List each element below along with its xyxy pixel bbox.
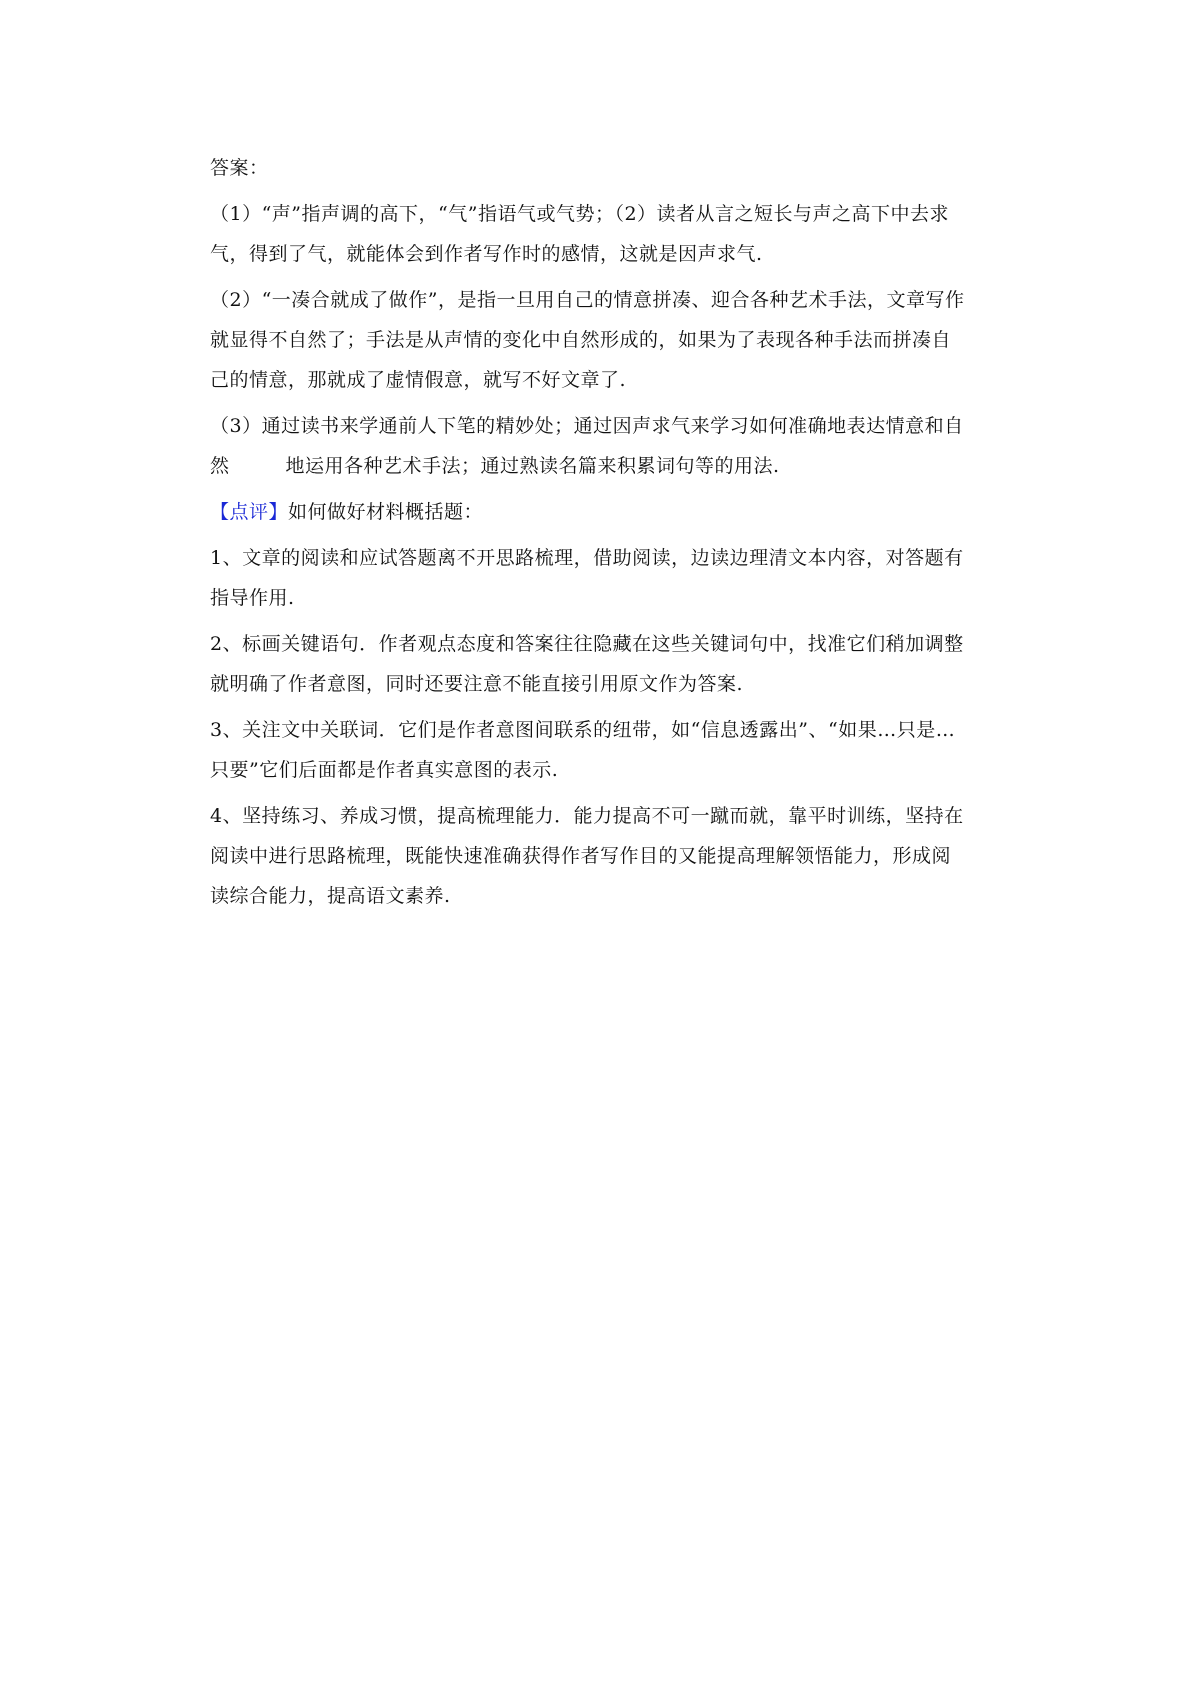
point-line: 阅读中进行思路梳理，既能快速准确获得作者写作目的又能提高理解领悟能力，形成阅: [210, 845, 952, 867]
answer-heading: [210, 148, 1022, 188]
answer-paragraph-line: 就显得不自然了；手法是从声情的变化中自然形成的，如果为了表现各种手法而拼凑自: [210, 329, 952, 351]
point-1: [210, 538, 1022, 618]
point-line: 指导作用.: [210, 587, 295, 609]
point-line: 就明确了作者意图，同时还要注意不能直接引用原文作为答案.: [210, 673, 744, 695]
answer-paragraph-2: [210, 280, 1022, 400]
point-line: 2、标画关键语句．作者观点态度和答案往往隐藏在这些关键词句中，找准它们稍加调整: [210, 633, 964, 655]
answer-paragraph-line: [210, 446, 1022, 486]
answer-paragraph-line: 气，得到了气，就能体会到作者写作时的感情，这就是因声求气.: [210, 243, 763, 265]
answer-paragraph-line: 己的情意，那就成了虚情假意，就写不好文章了.: [210, 369, 627, 391]
point-line: 4、坚持练习、养成习惯，提高梳理能力．能力提高不可一蹴而就，靠平时训练，坚持在: [210, 805, 964, 827]
point-line: 读综合能力，提高语文素养.: [210, 885, 451, 907]
point-2: [210, 624, 1022, 704]
answer-paragraph-line: （3）通过读书来学通前人下笔的精妙处；通过因声求气来学习如何准确地表达情意和自: [210, 415, 964, 437]
answer-line-start: 然: [210, 455, 230, 477]
point-line: 只要”它们后面都是作者真实意图的表示.: [210, 759, 559, 781]
answer-line-rest: 地运用各种艺术手法；通过熟读名篇来积累词句等的用法.: [285, 455, 780, 477]
answer-section: [210, 148, 1022, 922]
answer-paragraph-3: [210, 406, 1022, 486]
comment-line: [210, 492, 1022, 532]
comment-heading: [210, 492, 1022, 532]
point-3: [210, 710, 1022, 790]
point-line: 3、关注文中关联词．它们是作者意图间联系的纽带，如“信息透露出”、“如果…只是…: [210, 719, 956, 741]
comment-text: 如何做好材料概括题：: [288, 501, 484, 523]
answer-paragraph-1: [210, 194, 1022, 274]
comment-tag: 【点评】: [210, 501, 289, 523]
answer-paragraph-line: （2）“一凑合就成了做作”，是指一旦用自己的情意拼凑、迎合各种艺术手法，文章写作: [210, 289, 965, 311]
answer-heading-text: 答案：: [210, 157, 269, 179]
answer-paragraph-line: （1）“声”指声调的高下，“气”指语气或气势；（2）读者从言之短长与声之高下中去求: [210, 203, 950, 225]
point-line: 1、文章的阅读和应试答题离不开思路梳理，借助阅读，边读边理清文本内容，对答题有: [210, 547, 964, 569]
point-4: [210, 796, 1022, 916]
